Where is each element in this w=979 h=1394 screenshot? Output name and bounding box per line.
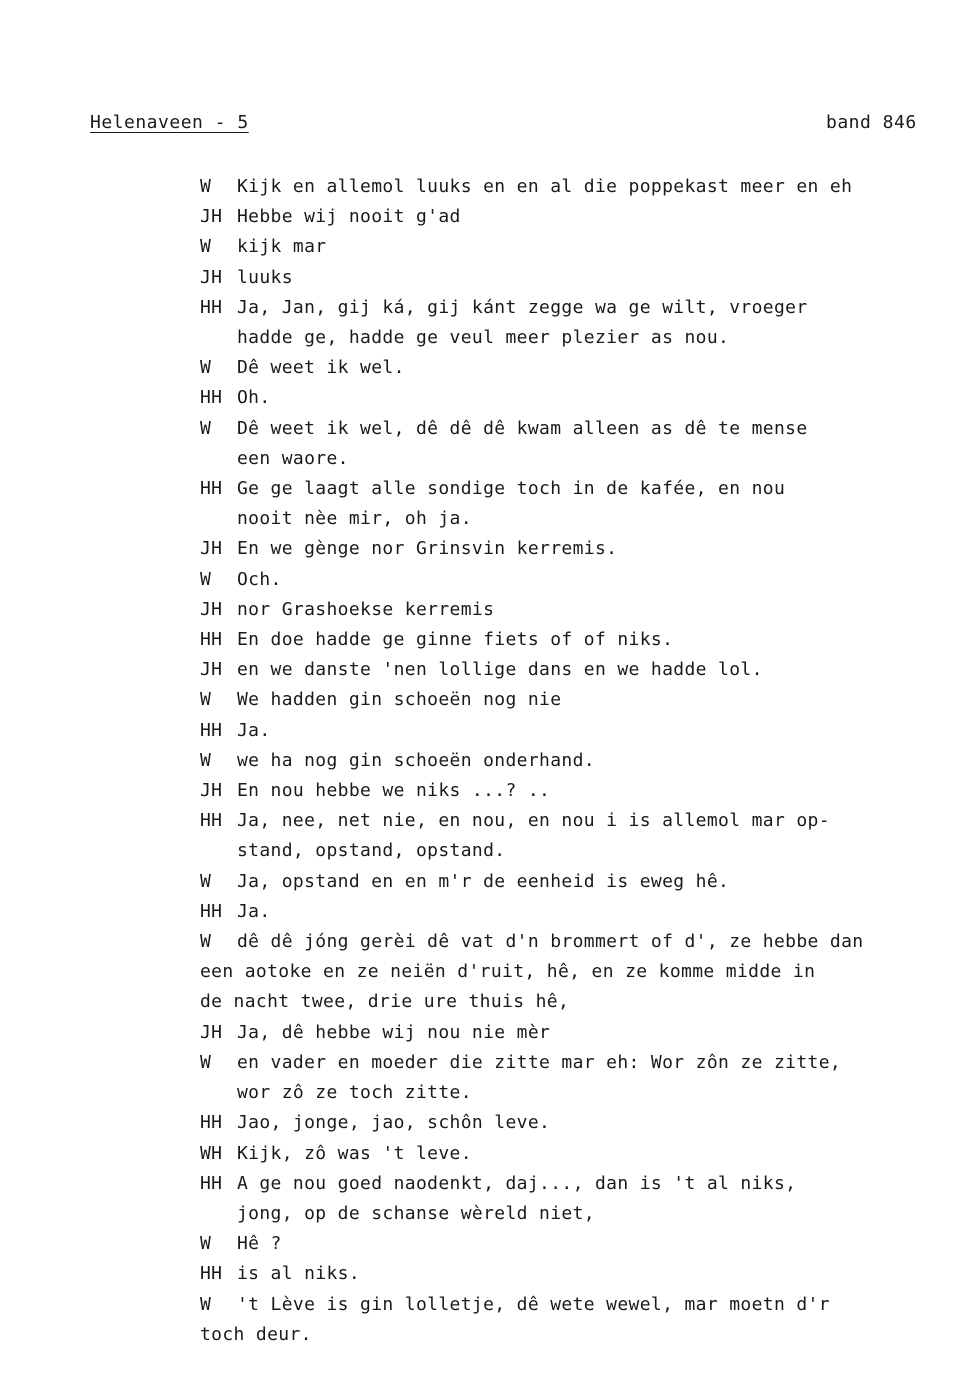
transcript-line bbox=[200, 202, 940, 232]
utterance-text: En doe hadde ge ginne fiets of of niks. bbox=[237, 629, 674, 651]
utterance-text: Dê weet ik wel. bbox=[237, 357, 405, 379]
speaker-label: JH bbox=[200, 598, 223, 620]
speaker-label: W bbox=[200, 417, 212, 439]
utterance-text: A ge nou goed naodenkt, daj..., dan is 't al niks, bbox=[237, 1172, 797, 1194]
utterance-text: En nou hebbe we niks ...? .. bbox=[237, 780, 551, 802]
transcript-line bbox=[200, 897, 940, 927]
speaker-label: JH bbox=[200, 266, 223, 288]
transcript-line bbox=[200, 383, 940, 413]
speaker-label: HH bbox=[200, 629, 223, 651]
transcript-line bbox=[200, 323, 940, 353]
utterance-text: we ha nog gin schoeën onderhand. bbox=[237, 749, 595, 771]
utterance-text: nor Grashoekse kerremis bbox=[237, 598, 495, 620]
utterance-text: En we gènge nor Grinsvin kerremis. bbox=[237, 538, 618, 560]
speaker-label: W bbox=[200, 176, 212, 197]
speaker-label: W bbox=[200, 749, 212, 771]
transcript-line bbox=[200, 1018, 940, 1048]
transcript-line bbox=[200, 172, 940, 202]
transcript-line bbox=[200, 565, 940, 595]
transcript-line bbox=[200, 1320, 940, 1350]
speaker-label bbox=[200, 836, 237, 866]
speaker-label: W bbox=[200, 1051, 212, 1073]
speaker-label: JH bbox=[200, 206, 223, 228]
transcript-line bbox=[200, 987, 940, 1017]
speaker-label bbox=[200, 444, 237, 474]
transcript-line bbox=[200, 836, 940, 866]
utterance-text: Ja. bbox=[237, 719, 271, 741]
utterance-text: Jao, jonge, jao, schôn leve. bbox=[237, 1112, 551, 1134]
transcript-line bbox=[200, 263, 940, 293]
transcript-line bbox=[200, 1199, 940, 1229]
utterance-text: dê dê jóng gerèi dê vat d'n brommert of d', ze hebbe dan bbox=[237, 931, 864, 953]
transcript-line bbox=[200, 625, 940, 655]
speaker-label: JH bbox=[200, 538, 223, 560]
speaker-label: HH bbox=[200, 1172, 223, 1194]
transcript-line bbox=[200, 1259, 940, 1289]
transcript-line bbox=[200, 1108, 940, 1138]
transcript-line bbox=[200, 504, 940, 534]
speaker-label: WH bbox=[200, 1142, 223, 1164]
utterance-text: luuks bbox=[237, 266, 293, 288]
utterance-text: Hê ? bbox=[237, 1233, 282, 1255]
transcript bbox=[200, 172, 940, 1350]
transcript-line bbox=[200, 1169, 940, 1199]
speaker-label: W bbox=[200, 1233, 212, 1255]
utterance-text: Ge ge laagt alle sondige toch in de kafée, en nou bbox=[237, 478, 786, 500]
speaker-label: HH bbox=[200, 478, 223, 500]
utterance-text: We hadden gin schoeën nog nie bbox=[237, 689, 562, 711]
utterance-text: Och. bbox=[237, 568, 282, 590]
transcript-line bbox=[200, 474, 940, 504]
header-title: Helenaveen - 5 bbox=[90, 112, 249, 133]
transcript-line bbox=[200, 1139, 940, 1169]
transcript-line bbox=[200, 1078, 940, 1108]
utterance-text: Kijk en allemol luuks en en al die poppekast meer en eh bbox=[237, 176, 853, 197]
speaker-label: W bbox=[200, 236, 212, 258]
utterance-text: jong, op de schanse wèreld niet, bbox=[237, 1202, 595, 1224]
utterance-text: wor zô ze toch zitte. bbox=[237, 1082, 472, 1104]
utterance-text: Ja, Jan, gij ká, gij kánt zegge wa ge wilt, vroeger bbox=[237, 296, 808, 318]
speaker-label: W bbox=[200, 357, 212, 379]
transcript-line bbox=[200, 1048, 940, 1078]
speaker-label: W bbox=[200, 689, 212, 711]
utterance-text: en we danste 'nen lollige dans en we hadde lol. bbox=[237, 659, 763, 681]
transcript-line bbox=[200, 655, 940, 685]
utterance-text: Hebbe wij nooit g'ad bbox=[237, 206, 461, 228]
utterance-text: een aotoke en ze neiën d'ruit, hê, en ze komme midde in bbox=[200, 961, 816, 983]
transcript-line bbox=[200, 595, 940, 625]
transcript-line bbox=[200, 232, 940, 262]
transcript-line bbox=[200, 293, 940, 323]
speaker-label: W bbox=[200, 1293, 212, 1315]
utterance-text: hadde ge, hadde ge veul meer plezier as nou. bbox=[237, 327, 730, 349]
utterance-text: Ja, nee, net nie, en nou, en nou i is allemol mar op- bbox=[237, 810, 830, 832]
utterance-text: is al niks. bbox=[237, 1263, 361, 1285]
utterance-text: Kijk, zô was 't leve. bbox=[237, 1142, 472, 1164]
speaker-label: JH bbox=[200, 1021, 223, 1043]
utterance-text: 't Lève is gin lolletje, dê wete wewel, mar moetn d'r bbox=[237, 1293, 830, 1315]
transcript-line bbox=[200, 353, 940, 383]
utterance-text: Ja, dê hebbe wij nou nie mèr bbox=[237, 1021, 551, 1043]
utterance-text: toch deur. bbox=[200, 1323, 312, 1345]
speaker-label bbox=[200, 1078, 237, 1108]
speaker-label bbox=[200, 1199, 237, 1229]
utterance-text: Oh. bbox=[237, 387, 271, 409]
speaker-label bbox=[200, 504, 237, 534]
transcript-line bbox=[200, 716, 940, 746]
speaker-label: W bbox=[200, 870, 212, 892]
utterance-text: nooit nèe mir, oh ja. bbox=[237, 508, 472, 530]
speaker-label: HH bbox=[200, 296, 223, 318]
tape-number: band 846 bbox=[826, 112, 917, 133]
speaker-label: JH bbox=[200, 659, 223, 681]
transcript-line bbox=[200, 867, 940, 897]
speaker-label: W bbox=[200, 931, 212, 953]
transcript-line bbox=[200, 746, 940, 776]
transcript-line bbox=[200, 957, 940, 987]
speaker-label: HH bbox=[200, 810, 223, 832]
speaker-label: HH bbox=[200, 719, 223, 741]
speaker-label bbox=[200, 323, 237, 353]
transcript-line bbox=[200, 927, 940, 957]
speaker-label: JH bbox=[200, 780, 223, 802]
utterance-text: stand, opstand, opstand. bbox=[237, 840, 506, 862]
utterance-text: Ja. bbox=[237, 900, 271, 922]
utterance-text: een waore. bbox=[237, 447, 349, 469]
transcript-line bbox=[200, 1229, 940, 1259]
speaker-label: HH bbox=[200, 1112, 223, 1134]
utterance-text: Ja, opstand en en m'r de eenheid is eweg hê. bbox=[237, 870, 730, 892]
speaker-label: W bbox=[200, 568, 212, 590]
speaker-label: HH bbox=[200, 1263, 223, 1285]
transcript-line bbox=[200, 534, 940, 564]
utterance-text: en vader en moeder die zitte mar eh: Wor zôn ze zitte, bbox=[237, 1051, 842, 1073]
utterance-text: kijk mar bbox=[237, 236, 327, 258]
transcript-line bbox=[200, 806, 940, 836]
transcript-line bbox=[200, 414, 940, 444]
transcript-line bbox=[200, 776, 940, 806]
transcript-line bbox=[200, 685, 940, 715]
transcript-line bbox=[200, 444, 940, 474]
utterance-text: de nacht twee, drie ure thuis hê, bbox=[200, 991, 570, 1013]
transcript-line bbox=[200, 1290, 940, 1320]
speaker-label: HH bbox=[200, 387, 223, 409]
speaker-label: HH bbox=[200, 900, 223, 922]
utterance-text: Dê weet ik wel, dê dê dê kwam alleen as dê te mense bbox=[237, 417, 808, 439]
